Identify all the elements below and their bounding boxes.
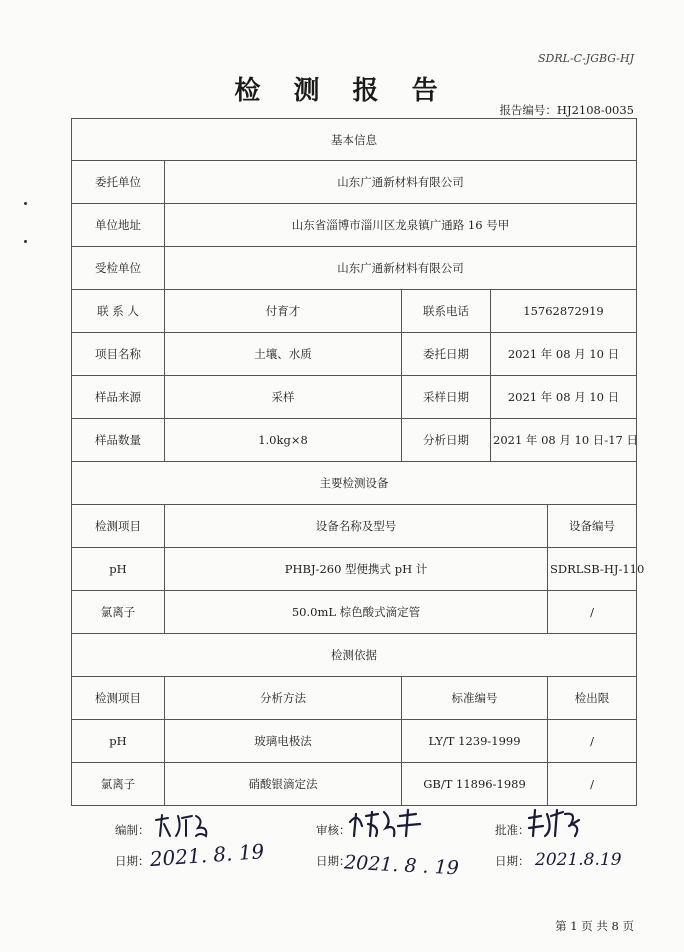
equip-item: 氯离子 xyxy=(72,591,165,634)
entrust-date-label: 委托日期 xyxy=(402,333,491,376)
table-row xyxy=(72,548,637,591)
table-row xyxy=(72,763,637,806)
basis-standard: GB/T 11896-1989 xyxy=(402,763,548,806)
basis-col-method: 分析方法 xyxy=(165,677,402,720)
compile-signature xyxy=(152,810,222,844)
svg-text:2021. 8 . 19: 2021. 8 . 19 xyxy=(343,851,460,880)
page-title: 检 测 报 告 xyxy=(234,76,450,106)
equip-no: / xyxy=(548,591,637,634)
basis-col-item: 检测项目 xyxy=(72,677,165,720)
equip-name: 50.0mL 棕色酸式滴定管 xyxy=(165,591,548,634)
entrust-date-value: 2021 年 08 月 10 日 xyxy=(491,333,637,376)
section-equipment: 主要检测设备 xyxy=(72,462,637,505)
analysis-date-value: 2021 年 08 月 10 日-17 日 xyxy=(491,419,637,462)
sampling-date-value: 2021 年 08 月 10 日 xyxy=(491,376,637,419)
basis-limit: / xyxy=(548,763,637,806)
basis-item: 氯离子 xyxy=(72,763,165,806)
equip-col-no: 设备编号 xyxy=(548,505,637,548)
contact-label: 联 系 人 xyxy=(72,290,165,333)
equip-col-name: 设备名称及型号 xyxy=(165,505,548,548)
compile-date-handwritten xyxy=(149,839,265,876)
phone-label: 联系电话 xyxy=(402,290,491,333)
approve-date-label: 日期： xyxy=(495,854,530,868)
table-row xyxy=(72,720,637,763)
analysis-date-label: 分析日期 xyxy=(402,419,491,462)
review-label: 审核： xyxy=(316,823,351,837)
review-date-handwritten xyxy=(343,846,460,882)
address-value: 山东省淄博市淄川区龙泉镇广通路 16 号甲 xyxy=(165,204,637,247)
basis-limit: / xyxy=(548,720,637,763)
project-value: 土壤、水质 xyxy=(165,333,402,376)
basis-method: 硝酸银滴定法 xyxy=(165,763,402,806)
client-value: 山东广通新材料有限公司 xyxy=(165,161,637,204)
basis-item: pH xyxy=(72,720,165,763)
equip-no: SDRLSB-HJ-110 xyxy=(548,548,637,591)
approve-date-handwritten xyxy=(535,843,622,877)
inspected-unit-value: 山东广通新材料有限公司 xyxy=(165,247,637,290)
sampling-date-label: 采样日期 xyxy=(402,376,491,419)
inspected-unit-label: 受检单位 xyxy=(72,247,165,290)
table-row xyxy=(72,591,637,634)
client-label: 委托单位 xyxy=(72,161,165,204)
approve-signature xyxy=(525,806,585,844)
compile-label: 编制： xyxy=(115,823,150,837)
page-number: 第 1 页 共 8 页 xyxy=(555,919,634,933)
svg-text:2021. 8. 19: 2021. 8. 19 xyxy=(149,839,265,872)
section-basic-info: 基本信息 xyxy=(72,119,637,161)
contact-value: 付育才 xyxy=(165,290,402,333)
approve-label: 批准： xyxy=(495,823,530,837)
section-basis: 检测依据 xyxy=(72,634,637,677)
equip-col-item: 检测项目 xyxy=(72,505,165,548)
basis-standard: LY/T 1239-1999 xyxy=(402,720,548,763)
svg-text:2021.8.19: 2021.8.19 xyxy=(535,850,622,870)
review-signature xyxy=(346,806,426,844)
project-label: 项目名称 xyxy=(72,333,165,376)
basis-col-standard: 标准编号 xyxy=(402,677,548,720)
equip-item: pH xyxy=(72,548,165,591)
basis-col-limit: 检出限 xyxy=(548,677,637,720)
equip-name: PHBJ-260 型便携式 pH 计 xyxy=(165,548,548,591)
sample-source-value: 采样 xyxy=(165,376,402,419)
phone-value: 15762872919 xyxy=(491,290,637,333)
report-table xyxy=(71,118,645,806)
address-label: 单位地址 xyxy=(72,204,165,247)
sample-qty-label: 样品数量 xyxy=(72,419,165,462)
compile-date-label: 日期： xyxy=(115,854,150,868)
document-code: SDRL-C-JGBG-HJ xyxy=(538,52,634,65)
margin-mark xyxy=(24,202,27,205)
margin-mark xyxy=(24,240,27,243)
review-date-label: 日期： xyxy=(316,854,351,868)
sample-qty-value: 1.0kg×8 xyxy=(165,419,402,462)
report-number: 报告编号：HJ2108-0035 xyxy=(499,103,634,117)
sample-source-label: 样品来源 xyxy=(72,376,165,419)
basis-method: 玻璃电极法 xyxy=(165,720,402,763)
